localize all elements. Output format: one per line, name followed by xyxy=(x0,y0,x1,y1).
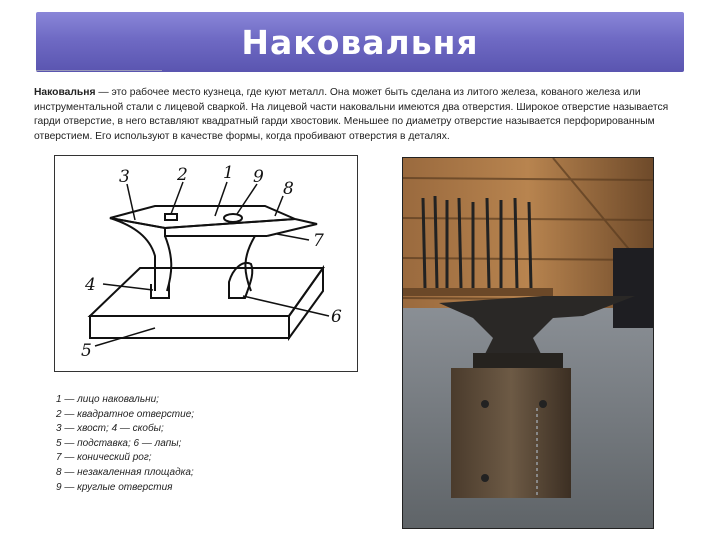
anvil-waist-top xyxy=(165,228,267,236)
label-4: 4 xyxy=(85,275,96,295)
label-2: 2 xyxy=(177,165,188,185)
leader-2 xyxy=(171,182,183,214)
leader-3 xyxy=(127,184,135,220)
legend-item: 1 — лицо наковальни; xyxy=(56,394,159,405)
legend-item: 3 — хвост; 4 — скобы; xyxy=(56,423,164,435)
label-8: 8 xyxy=(283,179,294,199)
label-6: 6 xyxy=(331,307,342,327)
legend-item: 8 — незакаленная площадка; xyxy=(56,466,194,478)
page-title: Наковальня xyxy=(241,23,479,62)
label-3: 3 xyxy=(119,167,130,187)
paragraph-lead: Наковальня xyxy=(34,87,96,98)
stand-front xyxy=(90,316,289,338)
anvil-horn xyxy=(267,219,317,236)
legend-item: 5 — подставка; 6 — лапы; xyxy=(56,437,182,449)
leader-7 xyxy=(277,234,309,240)
label-7: 7 xyxy=(313,231,324,251)
square-hole xyxy=(165,214,177,220)
description-paragraph xyxy=(34,86,684,144)
leader-4 xyxy=(103,284,153,290)
anvil-diagram xyxy=(54,155,358,372)
title-divider xyxy=(36,70,162,71)
anvil-drawing xyxy=(55,156,357,371)
label-9: 9 xyxy=(253,167,264,187)
leader-9 xyxy=(237,184,257,214)
anvil-photo-illustration xyxy=(403,158,653,528)
stand-side xyxy=(289,268,323,338)
anvil-tail-curve xyxy=(110,218,155,291)
legend-item: 2 — квадратное отверстие; xyxy=(56,408,195,420)
stand-top xyxy=(90,268,323,316)
round-hole xyxy=(224,214,242,222)
label-5: 5 xyxy=(81,341,92,361)
legend-item: 7 — конический рог; xyxy=(56,452,152,464)
paragraph-body: — это рабочее место кузнеца, где куют металл. Она может быть сделана из литого железа, кованого железа или инструментальной стали с лицевой сваркой. На лицевой части наковальни имеются два отверстия. Широкое отверстие называется гарди отверстие, в него вставляют квадратный гарди хвостовик. Меньшее по диаметру отверстие называется перфорированным отверстием. Его используют в качестве формы, когда пробивают отверстия в деталях. xyxy=(34,87,669,142)
legend-list xyxy=(56,393,194,495)
anvil-photo xyxy=(402,157,654,529)
anvil-body-left xyxy=(165,236,171,291)
anvil-face-edge xyxy=(110,218,295,228)
foot-left xyxy=(151,284,169,298)
legend-item: 9 — круглые отверстия xyxy=(56,481,173,493)
label-1: 1 xyxy=(223,163,234,183)
leader-1 xyxy=(215,182,227,216)
